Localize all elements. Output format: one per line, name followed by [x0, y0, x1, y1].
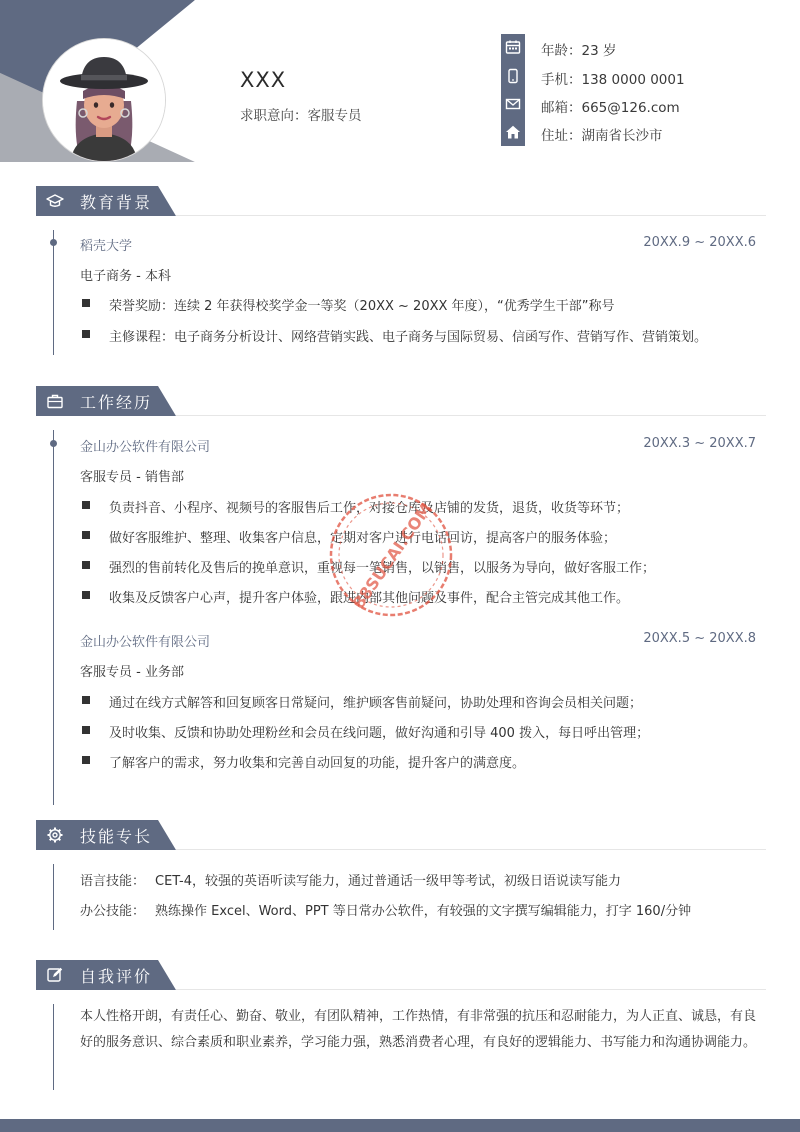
bullet-marker: [82, 330, 90, 338]
education-item: [109, 295, 615, 314]
timeline-line: [53, 1004, 54, 1090]
job-duty: 收集及反馈客户心声，提升客户体验，跟进内部其他问题及事件，配合主管完成其他工作。: [109, 591, 630, 606]
section-divider: [176, 989, 766, 990]
job-duty: 了解客户的需求，努力收集和完善自动回复的功能，提升客户的满意度。: [109, 756, 526, 771]
timeline-line: [53, 230, 54, 355]
education-item-text: 连续 2 年获得校奖学金一等奖（20XX ~ 20XX 年度），“优秀学生干部”称号: [174, 299, 615, 314]
watermark-stamp: [324, 488, 458, 622]
job-intent-label: 求职意向：: [240, 108, 308, 124]
contact-phone-value: 138 0000 0001: [581, 72, 685, 88]
bullet-marker: [82, 501, 90, 509]
avatar: [42, 38, 166, 162]
contact-age-label: 年龄：: [541, 43, 582, 59]
contact-address-value: 湖南省长沙市: [581, 128, 663, 144]
education-item-text: 电子商务分析设计、网络营销实践、电子商务与国际贸易、信函写作、营销写作、营销策划。: [174, 330, 708, 345]
timeline-line: [53, 864, 54, 930]
job-duty: 做好客服维护、整理、收集客户信息，定期对客户进行电话回访，提高客户的服务体验；: [109, 531, 617, 546]
timeline-line: [53, 430, 54, 805]
job-duty: 负责抖音、小程序、视频号的客服售后工作，对接仓库及店铺的发货，退货，收货等环节；: [109, 501, 630, 516]
section-header-skills: [36, 820, 766, 850]
contact-phone: [541, 68, 685, 88]
job-duty: 通过在线方式解答和回复顾客日常疑问，维护顾客售前疑问，协助处理和咨询会员相关问题；: [109, 696, 643, 711]
timeline-dot: [50, 440, 57, 447]
contact-age: [541, 39, 616, 59]
self-evaluation-text: 本人性格开朗，有责任心、勤奋、敬业，有团队精神，工作热情，有非常强的抗压和忍耐能力，为人正直、诚恳，有良好的服务意识、综合素质和职业素养，学习能力强，熟悉消费者心理，有良好的逻辑能力、书写能力和沟通协调能力。: [80, 1009, 757, 1050]
contact-age-value: 23 岁: [581, 43, 617, 59]
candidate-name: XXX: [240, 68, 287, 92]
major-degree: 电子商务 - 本科: [80, 269, 171, 284]
skill-label: 语言技能：: [80, 874, 146, 889]
skill-item: [80, 870, 621, 889]
section-divider: [176, 849, 766, 850]
bullet-marker: [82, 531, 90, 539]
graduation-cap-icon: [46, 192, 64, 210]
bullet-marker: [82, 591, 90, 599]
section-title: 工作经历: [80, 393, 153, 412]
job-duty: 强烈的售前转化及售后的挽单意识，重视每一笔销售，以销售，以服务为导向，做好客服工作；: [109, 561, 656, 576]
education-item: [109, 326, 707, 345]
job-intent-value: 客服专员: [307, 108, 362, 124]
section-title: 自我评价: [80, 967, 153, 986]
section-title: 技能专长: [80, 827, 153, 846]
skill-item: [80, 900, 691, 919]
job-role: 客服专员 - 销售部: [80, 470, 184, 485]
bullet-marker: [82, 299, 90, 307]
gear-icon: [46, 826, 64, 844]
skill-label: 办公技能：: [80, 904, 146, 919]
contact-email-label: 邮箱：: [541, 100, 582, 116]
briefcase-icon: [46, 392, 64, 410]
section-divider: [176, 215, 766, 216]
bullet-marker: [82, 561, 90, 569]
watermark-text: 88SUCAI.COM: [348, 499, 436, 613]
skill-text: 熟练操作 Excel、Word、PPT 等日常办公软件，有较强的文字撰写编辑能力，打字 160/分钟: [155, 904, 692, 919]
contact-email: [541, 96, 680, 116]
phone-icon: [505, 68, 521, 84]
job-period: 20XX.5 ~ 20XX.8: [643, 631, 756, 646]
company-name: 金山办公软件有限公司: [80, 440, 211, 455]
bullet-marker: [82, 696, 90, 704]
section-header-education: [36, 186, 766, 216]
job-duty: 及时收集、反馈和协助处理粉丝和会员在线问题，做好沟通和引导 400 拨入，每日呼出管理；: [109, 726, 650, 741]
avatar-illustration: [43, 39, 165, 161]
calendar-icon: [505, 39, 521, 55]
section-header-self-eval: [36, 960, 766, 990]
job-role: 客服专员 - 业务部: [80, 665, 184, 680]
education-item-label: 荣誉奖励：: [109, 299, 175, 314]
education-item-label: 主修课程：: [109, 330, 175, 345]
bullet-marker: [82, 756, 90, 764]
contact-address-label: 住址：: [541, 128, 582, 144]
home-icon: [505, 124, 521, 140]
company-name: 金山办公软件有限公司: [80, 635, 211, 650]
footer-bar: [0, 1119, 800, 1132]
job-intent: [240, 104, 362, 124]
section-header-work: [36, 386, 766, 416]
edit-icon: [46, 966, 64, 984]
timeline-dot: [50, 239, 57, 246]
education-period: 20XX.9 ~ 20XX.6: [643, 235, 756, 250]
contact-phone-label: 手机：: [541, 72, 582, 88]
mail-icon: [505, 96, 521, 112]
bullet-marker: [82, 726, 90, 734]
contact-address: [541, 124, 663, 144]
section-title: 教育背景: [80, 193, 153, 212]
school-name: 稻壳大学: [80, 239, 133, 254]
skill-text: CET-4，较强的英语听读写能力，通过普通话一级甲等考试，初级日语说读写能力: [155, 874, 622, 889]
section-divider: [176, 415, 766, 416]
contact-email-value: 665@126.com: [581, 100, 680, 116]
job-period: 20XX.3 ~ 20XX.7: [643, 436, 756, 451]
